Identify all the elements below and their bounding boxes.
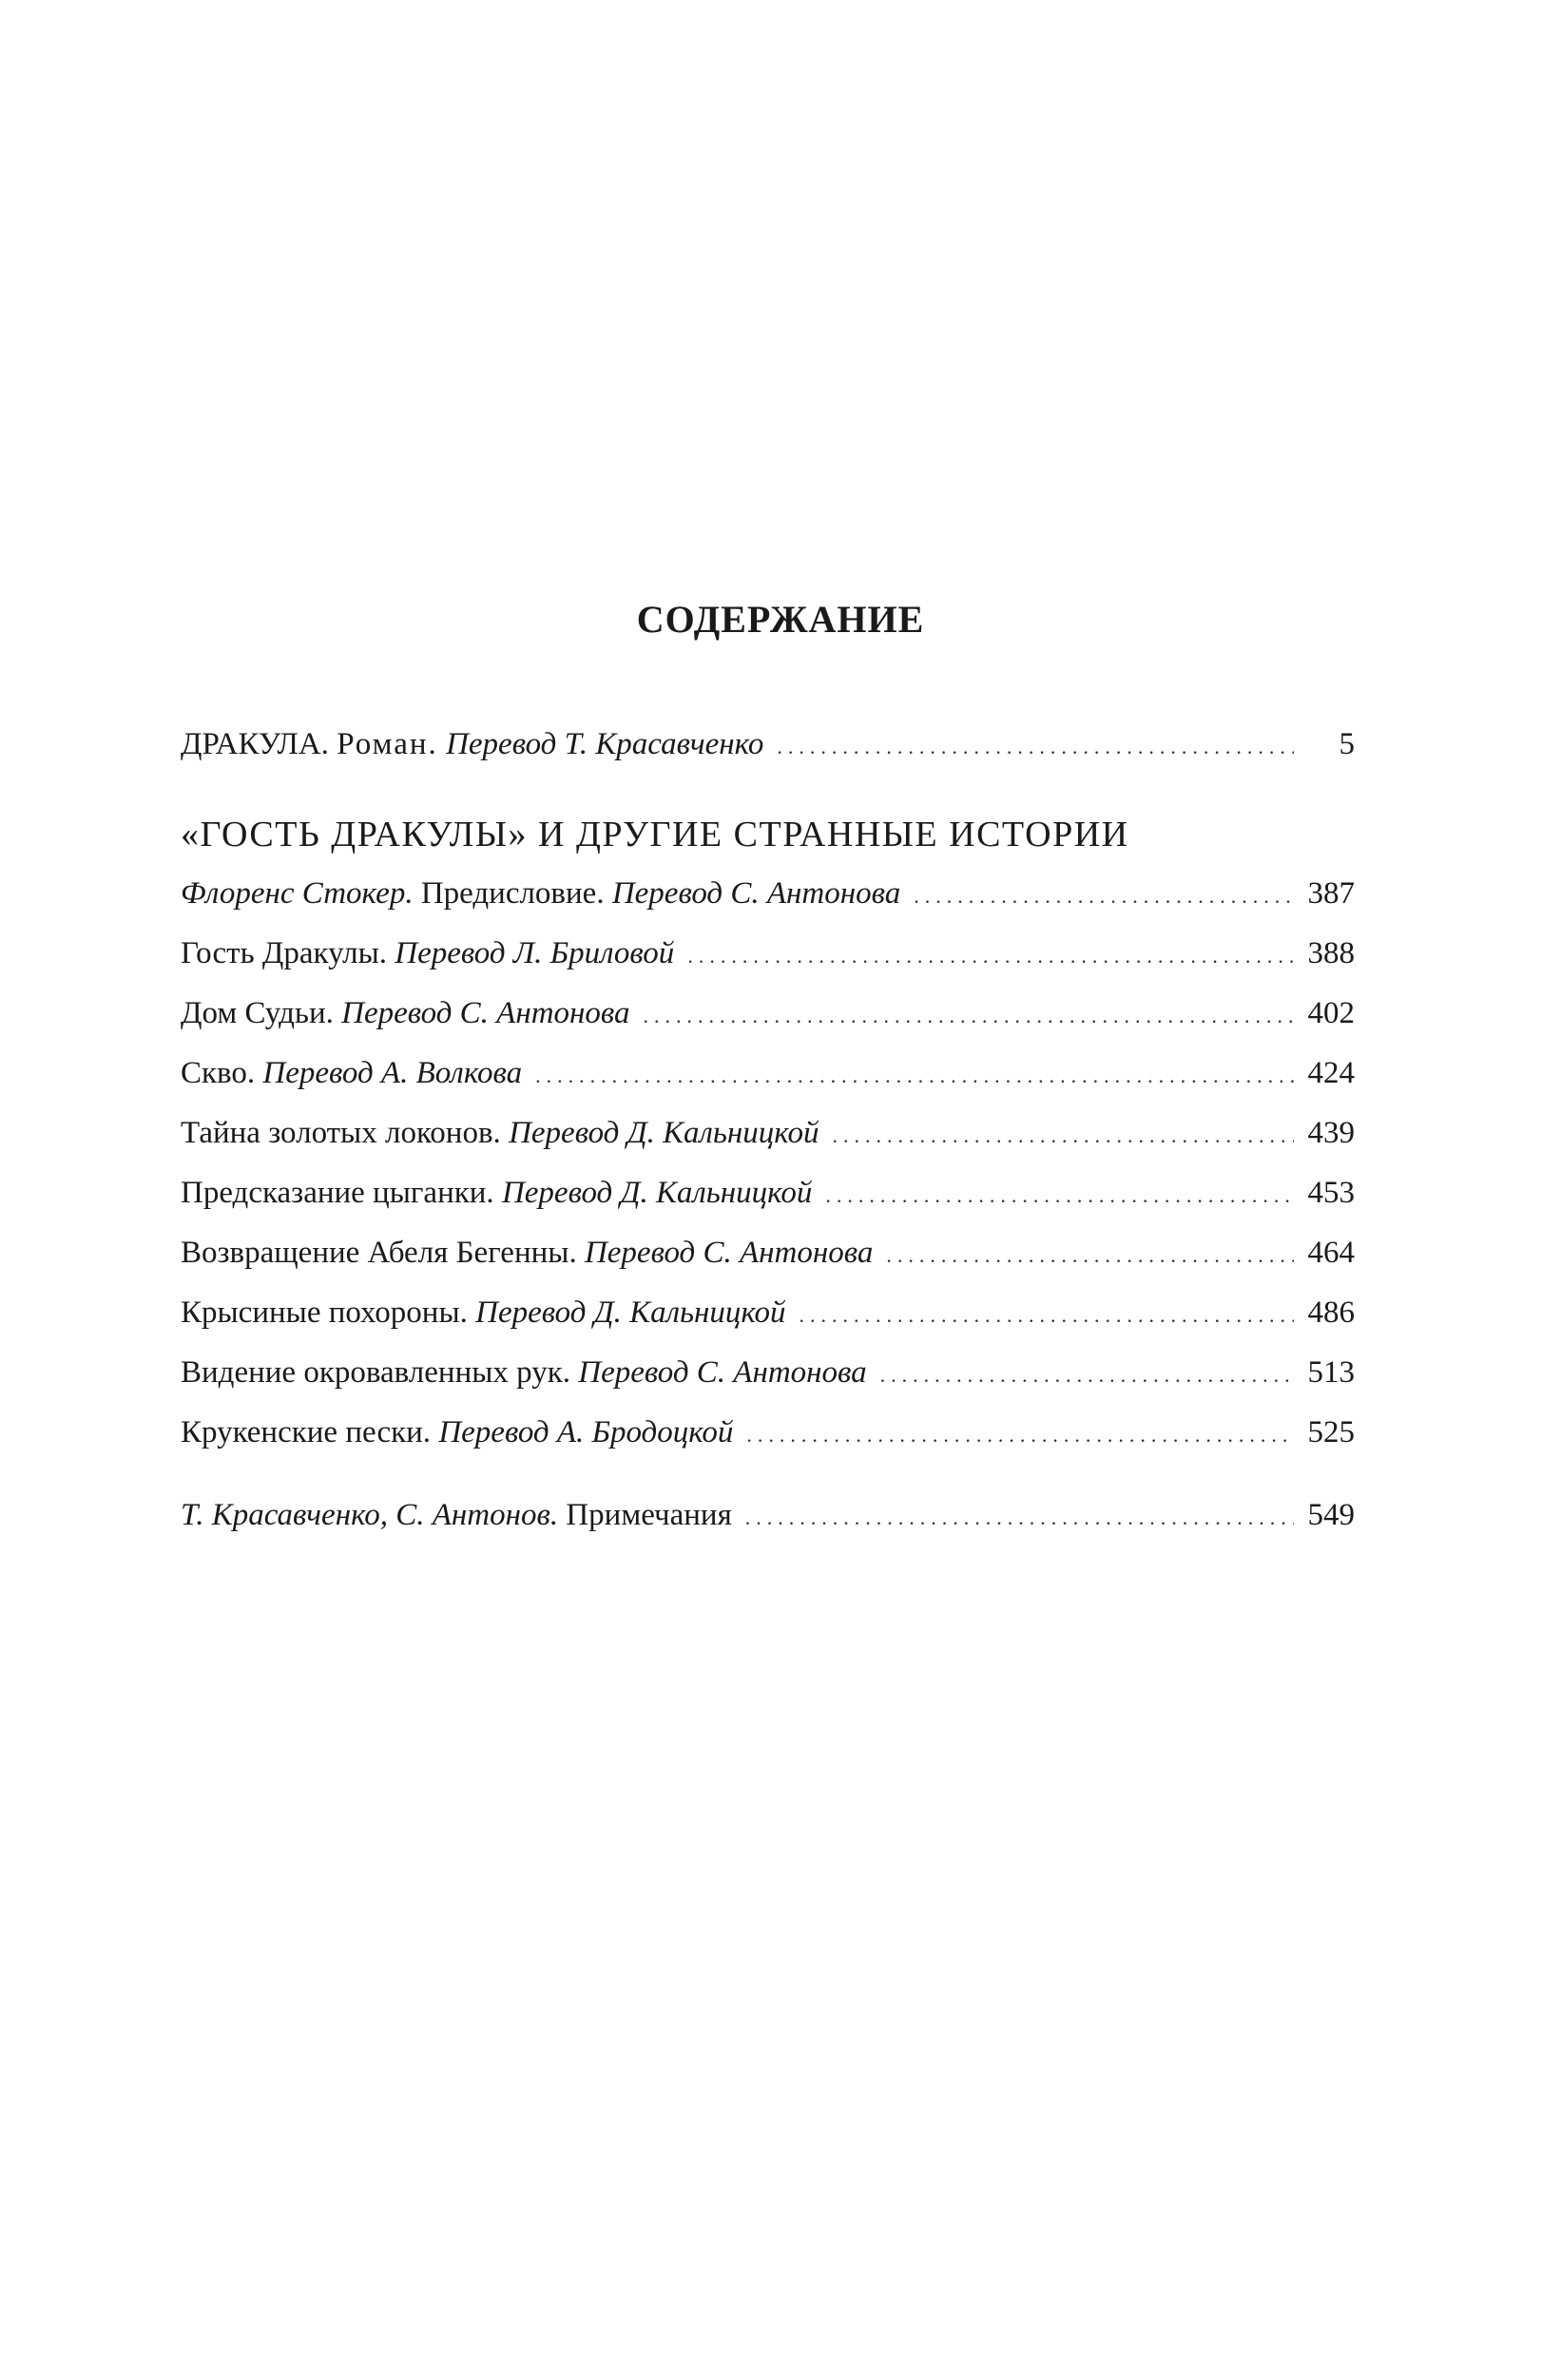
entry-translator: Перевод Д. Кальницкой xyxy=(509,1116,819,1150)
entry-author: Флоренс Стокер. xyxy=(181,876,414,911)
toc-entry[interactable] xyxy=(181,1343,1355,1403)
dot-leader xyxy=(914,866,1294,926)
entry-title: Дом Судьи. xyxy=(181,996,334,1030)
dot-leader xyxy=(644,986,1295,1046)
dot-leader xyxy=(880,1345,1294,1405)
entry-title: ДРАКУЛА. xyxy=(181,727,329,761)
toc-entry[interactable] xyxy=(181,924,1355,984)
toc-entry-dracula[interactable] xyxy=(181,715,1355,775)
page-number: 486 xyxy=(1307,1296,1355,1330)
entry-title: Предисловие. xyxy=(420,876,605,911)
entry-title: Гость Дракулы. xyxy=(181,936,388,970)
page-number: 439 xyxy=(1307,1116,1355,1150)
page-number: 5 xyxy=(1339,727,1355,761)
toc-entry-label xyxy=(181,715,763,775)
dot-leader xyxy=(745,1488,1294,1547)
entry-authors: Т. Красавченко, С. Антонов. xyxy=(181,1498,559,1532)
entry-title: Крысиные похороны. xyxy=(181,1296,468,1330)
page-number: 387 xyxy=(1307,876,1355,911)
entry-title: Тайна золотых локонов. xyxy=(181,1116,501,1150)
dot-leader xyxy=(687,926,1294,986)
dot-leader xyxy=(746,1405,1294,1465)
dot-leader xyxy=(777,717,1294,777)
toc-entry-label xyxy=(181,1343,867,1403)
section-heading: «ГОСТЬ ДРАКУЛЫ» И ДРУГИЕ СТРАННЫЕ ИСТОРИИ xyxy=(181,815,1129,854)
toc-entry-notes[interactable] xyxy=(181,1486,1355,1545)
dot-leader xyxy=(800,1285,1294,1345)
dot-leader xyxy=(832,1105,1294,1165)
toc-entry[interactable] xyxy=(181,1163,1355,1223)
toc-entry-label xyxy=(181,1163,812,1223)
toc-entry-label xyxy=(181,1283,786,1343)
toc-entry[interactable] xyxy=(181,864,1355,924)
dot-leader xyxy=(825,1165,1294,1225)
page-number: 549 xyxy=(1307,1498,1355,1532)
entry-genre: Роман. xyxy=(337,727,438,761)
entry-title: Примечания xyxy=(566,1498,732,1532)
entry-translator: Перевод С. Антонова xyxy=(341,996,630,1030)
toc-entry[interactable] xyxy=(181,1283,1355,1343)
toc-entry-label xyxy=(181,1486,732,1545)
dot-leader xyxy=(535,1046,1294,1105)
entry-translator: Перевод Д. Кальницкой xyxy=(475,1296,786,1330)
toc-entry-label xyxy=(181,1403,733,1463)
section-entries xyxy=(181,864,1355,1463)
page-number: 513 xyxy=(1307,1355,1355,1390)
page-number: 424 xyxy=(1307,1056,1355,1090)
entry-title: Возвращение Абеля Бегенны. xyxy=(181,1236,577,1270)
toc-entry-label xyxy=(181,1104,819,1163)
dot-leader xyxy=(886,1225,1294,1285)
entry-translator: Перевод С. Антонова xyxy=(584,1236,874,1270)
toc-entry-label xyxy=(181,864,900,924)
page-number: 464 xyxy=(1307,1236,1355,1270)
entry-title: Видение окровавленных рук. xyxy=(181,1355,571,1390)
toc-entry-label xyxy=(181,984,630,1044)
toc-entry[interactable] xyxy=(181,1044,1355,1104)
page-number: 388 xyxy=(1307,936,1355,970)
entry-translator: Перевод С. Антонова xyxy=(578,1355,867,1390)
toc-entry[interactable] xyxy=(181,984,1355,1044)
toc-entry-label xyxy=(181,924,674,984)
toc-entry[interactable] xyxy=(181,1403,1355,1463)
entry-title: Крукенские пески. xyxy=(181,1415,432,1449)
toc-entry-label xyxy=(181,1223,873,1283)
page-number: 453 xyxy=(1307,1176,1355,1210)
entry-title: Скво. xyxy=(181,1056,256,1090)
entry-translator: Перевод А. Волкова xyxy=(262,1056,523,1090)
entry-translator: Перевод А. Бродоцкой xyxy=(438,1415,734,1449)
entry-title: Предсказание цыганки. xyxy=(181,1176,494,1210)
table-of-contents xyxy=(181,715,1355,1545)
entry-translator: Перевод Т. Красавченко xyxy=(446,727,764,761)
entry-translator: Перевод Л. Бриловой xyxy=(395,936,675,970)
entry-translator: Перевод Д. Кальницкой xyxy=(501,1176,813,1210)
spacer xyxy=(181,775,1355,805)
page-title: СОДЕРЖАНИЕ xyxy=(636,598,925,641)
entry-translator: Перевод С. Антонова xyxy=(611,876,901,911)
page-number: 402 xyxy=(1307,996,1355,1030)
page-number: 525 xyxy=(1307,1415,1355,1449)
spacer xyxy=(181,1463,1355,1486)
toc-entry-label xyxy=(181,1044,522,1104)
toc-entry[interactable] xyxy=(181,1104,1355,1163)
toc-entry[interactable] xyxy=(181,1223,1355,1283)
